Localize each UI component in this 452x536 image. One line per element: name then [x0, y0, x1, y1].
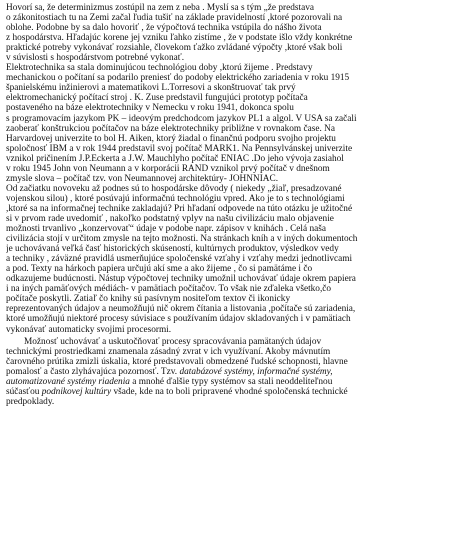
text-line: možnosti trvanlivo „konzervovať“ údaje v podobe napr. zápisov v knihách . Celá naša — [6, 224, 326, 235]
text-line: civilizácia stojí v určitom zmysle na tejto možnosti. Na stránkach kníh a v iných dokumentoch — [6, 234, 358, 245]
text-line: súčasťou podnikovej kultúry všade, kde na to boli pripravené vhodné spoločenská technické — [6, 386, 348, 397]
text-line: vznikol pričinením J.P.Eckerta a J.W. Mauchlyho počítač ENIAC .Do jeho vývoja zasiahol — [6, 153, 344, 164]
text-line: Hovorí sa, že determinizmus zostúpil na zem z neba . Myslí sa s tým „že predstava — [6, 3, 314, 13]
text-line: o zákonitostiach tu na Zemi začal ľudia tušiť na základe pravidelností ,ktoré pozorovali na — [6, 13, 343, 24]
text-line: mechanickou o počítaní sa podarilo preniesť do podoby elektrického zariadenia v roku 1915 — [6, 73, 350, 84]
text-line: v súvislosti s hospodárstvom potrebné vykonať. — [6, 53, 185, 64]
text-line: a pod. Texty na hárkoch papiera určujú akí sme a ako žijeme , čo si pamätáme i čo — [6, 264, 313, 275]
text-line: vykonávať automaticky svojimi procesormi. — [6, 324, 172, 335]
text-line: predpoklady. — [6, 396, 55, 407]
text-line: oblohe. Podobne by sa dalo hovoriť , že výpočtová technika vstúpila do nášho života — [6, 23, 322, 34]
text-line: vojenskou silou) , ktoré posúvajú informačnú technológiu vpred. Ako je to s technológiami — [6, 193, 345, 204]
text-line: technickými prostriedkami znamenala zásadný zvrat v ich využívaní. Akoby mávnutím — [6, 346, 331, 357]
text-line: si v prvom rade uvedomiť , nakoľko podstatný vplyv na našu civilizáciu malo objavenie — [6, 213, 334, 224]
text-line: odkazujeme budúcnosti. Nástup výpočtovej techniky umožnil uchovávať údaje okrem papiera — [6, 274, 356, 285]
text-line: i na iných pamäťových médiách- v pamätiach počítačov. To však nie zďaleka všetko,čo — [6, 284, 332, 295]
text-line: postaveného na báze elektrotechniky v Nemecku v roku 1941, dokonca spolu — [6, 103, 294, 114]
text-line: zmysle slova – počítač tzv. von Neumannovej architektúry- JOHNNIAC. — [6, 173, 279, 184]
text-line: počítače poskytli. Zatiaľ čo knihy sú pasívnym nositeľom textov či ikonicky — [6, 294, 291, 305]
text-line: zaoberať konštrukciou počítačov na báze elektrotechniky približne v rovnakom čase. Na — [6, 123, 335, 134]
text-line: ,ktoré sa na informačnej technike zakladajú? Pri hľadaní odpovede na túto otázku je užitočné — [6, 203, 353, 214]
text-line: Od začiatku novoveku až podnes sú to hospodárske dôvody ( niekedy „žiaľ, presadzované — [6, 183, 342, 194]
text-line: elektromechanický počítací stroj . K. Zuse predstavil fungujúci prototyp počítača — [6, 93, 308, 104]
text-line: je uchovávaná veľká časť historických skúseností, kultúrnych produktov, výsledkov vedy — [6, 244, 339, 255]
text-line: spoločnosť IBM a v rok 1944 predstavil svoj počítač MARK1. Na Pennsylvánskej univerzite — [6, 143, 353, 154]
text-line: ktoré umožňujú niektoré procesy súvisiace s používaním údajov skladovaných i v pamätiach — [6, 314, 351, 325]
text-line: z hospodárstva. Hľadajúc korene jej vzniku ľahko zistíme , že v podstate išlo vždy konkrétne — [6, 33, 353, 44]
text-line: čarovného prútika zmizli úskalia, ktoré predstavovali obmedzené ľudské schopnosti, hlavne — [6, 356, 348, 367]
text-line: Elektrotechnika sa stala dominujúcou technológiou doby ,ktorú žijeme . Predstavy — [6, 63, 313, 74]
text-line: Harvardovej univerzite to bol H. Aiken, ktorý žiadal o finančnú podporu svojho projektu — [6, 133, 336, 144]
text-line: automatizované systémy riadenia a mnohé ďalšie typy systémov sa stali neoddeliteľnou — [6, 376, 333, 387]
text-line: praktické potreby vykonávať rozsiahle, človekom ťažko zvládané výpočty ,ktoré však boli — [6, 43, 343, 54]
text-line: španielskému inžinierovi a matematikovi L.Torresovi a skonštruovať tak prvý — [6, 83, 296, 94]
text-line: v roku 1945 John von Neumann a v korporácii RAND vznikol prvý počítač v dnešnom — [6, 163, 330, 174]
text-line: pomalosť a často zlyhávajúca pozornosť. Tzv. databázové systémy, informačné systémy, — [6, 366, 333, 377]
text-line: s programovacím jazykom PK – ideovým predchodcom jazykov PL1 a algol. V USA sa začali — [6, 113, 357, 124]
text-line: a techniky , záväzné pravidlá usmerňujúce spoločenské vzťahy i vzťahy medzi jednotlivcami — [6, 254, 353, 265]
text-line: Možnosť uchovávať a uskutočňovať procesy spracovávania pamätaných údajov — [24, 336, 322, 347]
text-line: reprezentovaných údajov a neumožňujú nič okrem čítania a listovania ,počítače sú zariadenia, — [6, 304, 356, 315]
